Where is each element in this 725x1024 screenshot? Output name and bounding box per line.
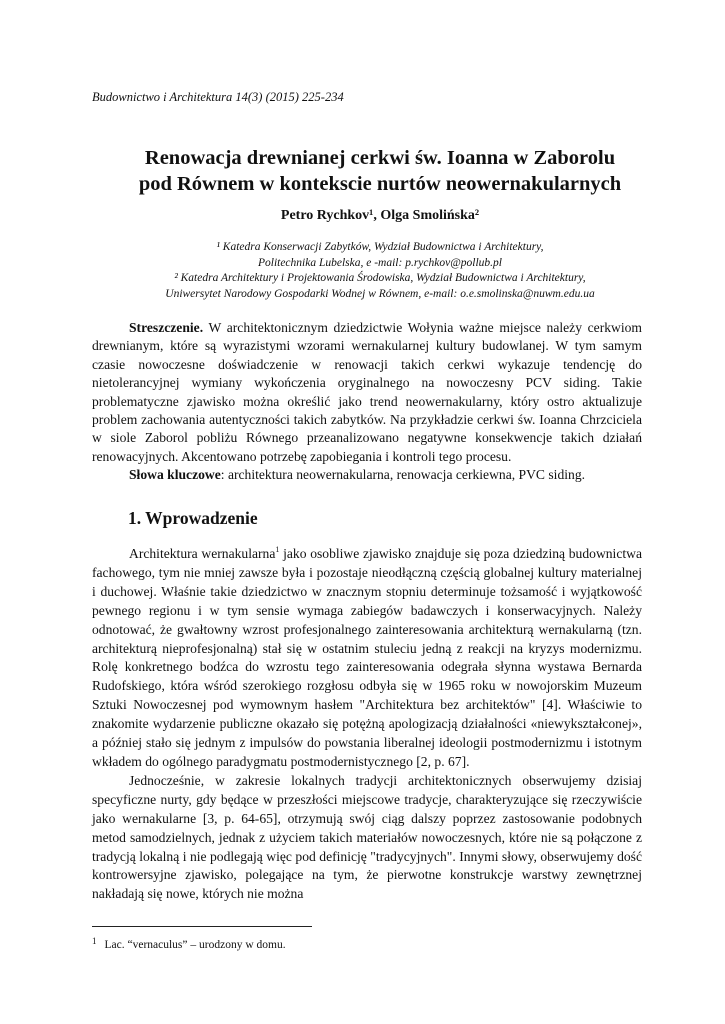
abstract-paragraph xyxy=(92,319,642,466)
affiliation-line: ¹ Katedra Konserwacji Zabytków, Wydział Budownictwa i Architektury, xyxy=(216,241,544,253)
section-heading: 1. Wprowadzenie xyxy=(128,508,258,528)
affiliation-line: Politechnika Lubelska, e -mail: p.rychkov@pollub.pl xyxy=(257,256,503,269)
title-line-1: Renowacja drewnianej cerkwi św. Ioanna w Zaborolu xyxy=(144,147,616,169)
footnote-text: Lac. “vernaculus” – urodzony w domu. xyxy=(104,939,286,951)
body-paragraph: Jednocześnie, w zakresie lokalnych tradycji architektonicznych obserwujemy dzisiaj specyficzne nurty, gdy będące w przeszłości miejscowe tradycje, charakteryzujące się rzeczywiście jako wernakularne [3, p. 64-65], otrzymują swój ciąg dalszy poprzez zastosowanie podobnych metod samodzielnych, jednak z użyciem takich materiałów nowoczesnych, które nie są połączone z tradycją lokalną i nie podlegają więc pod definicję "tradycyjnych". Innymi słowy, obserwujemy dość kontrowersyjne zjawisko, polegające na tym, że pierwotne konstrukcje warstwy zewnętrznej nakładają się nowe, których nie można xyxy=(92,772,642,902)
authors: Petro Rychkov¹, Olga Smolińska² xyxy=(280,208,480,223)
paragraph-text-start: Architektura wernakularna xyxy=(129,546,276,561)
affiliations xyxy=(60,240,700,302)
affiliation-line: ² Katedra Architektury i Projektowania Środowiska, Wydział Budownictwa i Architektury, xyxy=(174,272,586,285)
body-paragraph xyxy=(92,545,642,772)
paragraph-text: jako osobliwe zjawisko znajduje się poza dziedziną budownictwa fachowego, tym nie mniej zawsze była i pozostaje nieodłączną częścią globalnej kultury materialnej i duchowej. Właśnie takie dziedzictwo w znacznym stopniu determinuje tożsamość i wyjątkowość pewnego regionu i w tym sensie wymaga zabiegów badawczych i konserwacyjnych. Należy odnotować, że gwałtowny wzrost profesjonalnego zainteresowania architekturą wernakularną (tzn. architekturą nieprofesjonalną) stał się w ostatnim stuleciu jedną z reakcji na kryzys modernizmu. Rolę konkretnego bodźca do wzrostu tego zainteresowania odegrała słynna wystawa Bernarda Rudofskiego, która wśród szerokiego rozgłosu odbyła się w 1965 roku w nowojorskim Muzeum Sztuki Nowoczesnej pod wymownym hasłem "Architektura bez architektów" [4]. Właściwie to znakomite wydarzenie publiczne okazało się potężną apologizacją działalności «niewykształconej», a później stało się jednym z impulsów do powstania liberalnej ideologii postmodernizmu i istotnym wkładem do ogólnego paradygmatu postmodernistycznego [2, p. 67]. xyxy=(92,546,642,769)
paper-title xyxy=(60,145,700,197)
abstract-label: Streszczenie. xyxy=(129,320,204,335)
keywords-label: Słowa kluczowe xyxy=(129,467,221,483)
keywords-text: : architektura neowernakularna, renowacja cerkiewna, PVC siding. xyxy=(220,467,586,483)
title-line-2: pod Równem w kontekscie nurtów neowernakularnych xyxy=(138,173,622,195)
keywords-paragraph xyxy=(92,466,642,484)
affiliation-line: Uniwersytet Narodowy Gospodarki Wodnej w Równem, e-mail: o.e.smolinska@nuwm.edu.ua xyxy=(165,287,595,300)
abstract xyxy=(92,319,642,485)
footnote xyxy=(92,936,286,951)
abstract-text: W architektonicznym dziedzictwie Wołynia ważne miejsce należy cerkwiom drewnianym, które są wyrazistymi wzorami wernakularnej kultury budowlanej. W tym samym czasie nowoczesne doświadczenie w renowacji takich cerkwi wykazuje tendencję do nietolerancyjnej wymiany wykończenia oryginalnego na nowoczesny PCV siding. Takie problematyczne zjawisko można określić jako trend neowernakularny, który ostro aktualizuje problem zachowania autentyczności takich zabytków. Na przykładzie cerkwi św. Ioanna Chrzciciela w siole Zaborol pobliżu Równego przeanalizowano negatywne konsekwencje takich działań renowacyjnych. Akcentowano potrzebę zapobiegania i kontroli tego procesu. xyxy=(92,320,643,464)
journal-reference: Budownictwo i Architektura 14(3) (2015) 225-234 xyxy=(92,90,344,104)
footnote-divider xyxy=(92,926,312,927)
footnote-reference[interactable]: 1 xyxy=(275,545,280,554)
section-body xyxy=(92,545,642,904)
footnote-mark: 1 xyxy=(92,936,97,946)
